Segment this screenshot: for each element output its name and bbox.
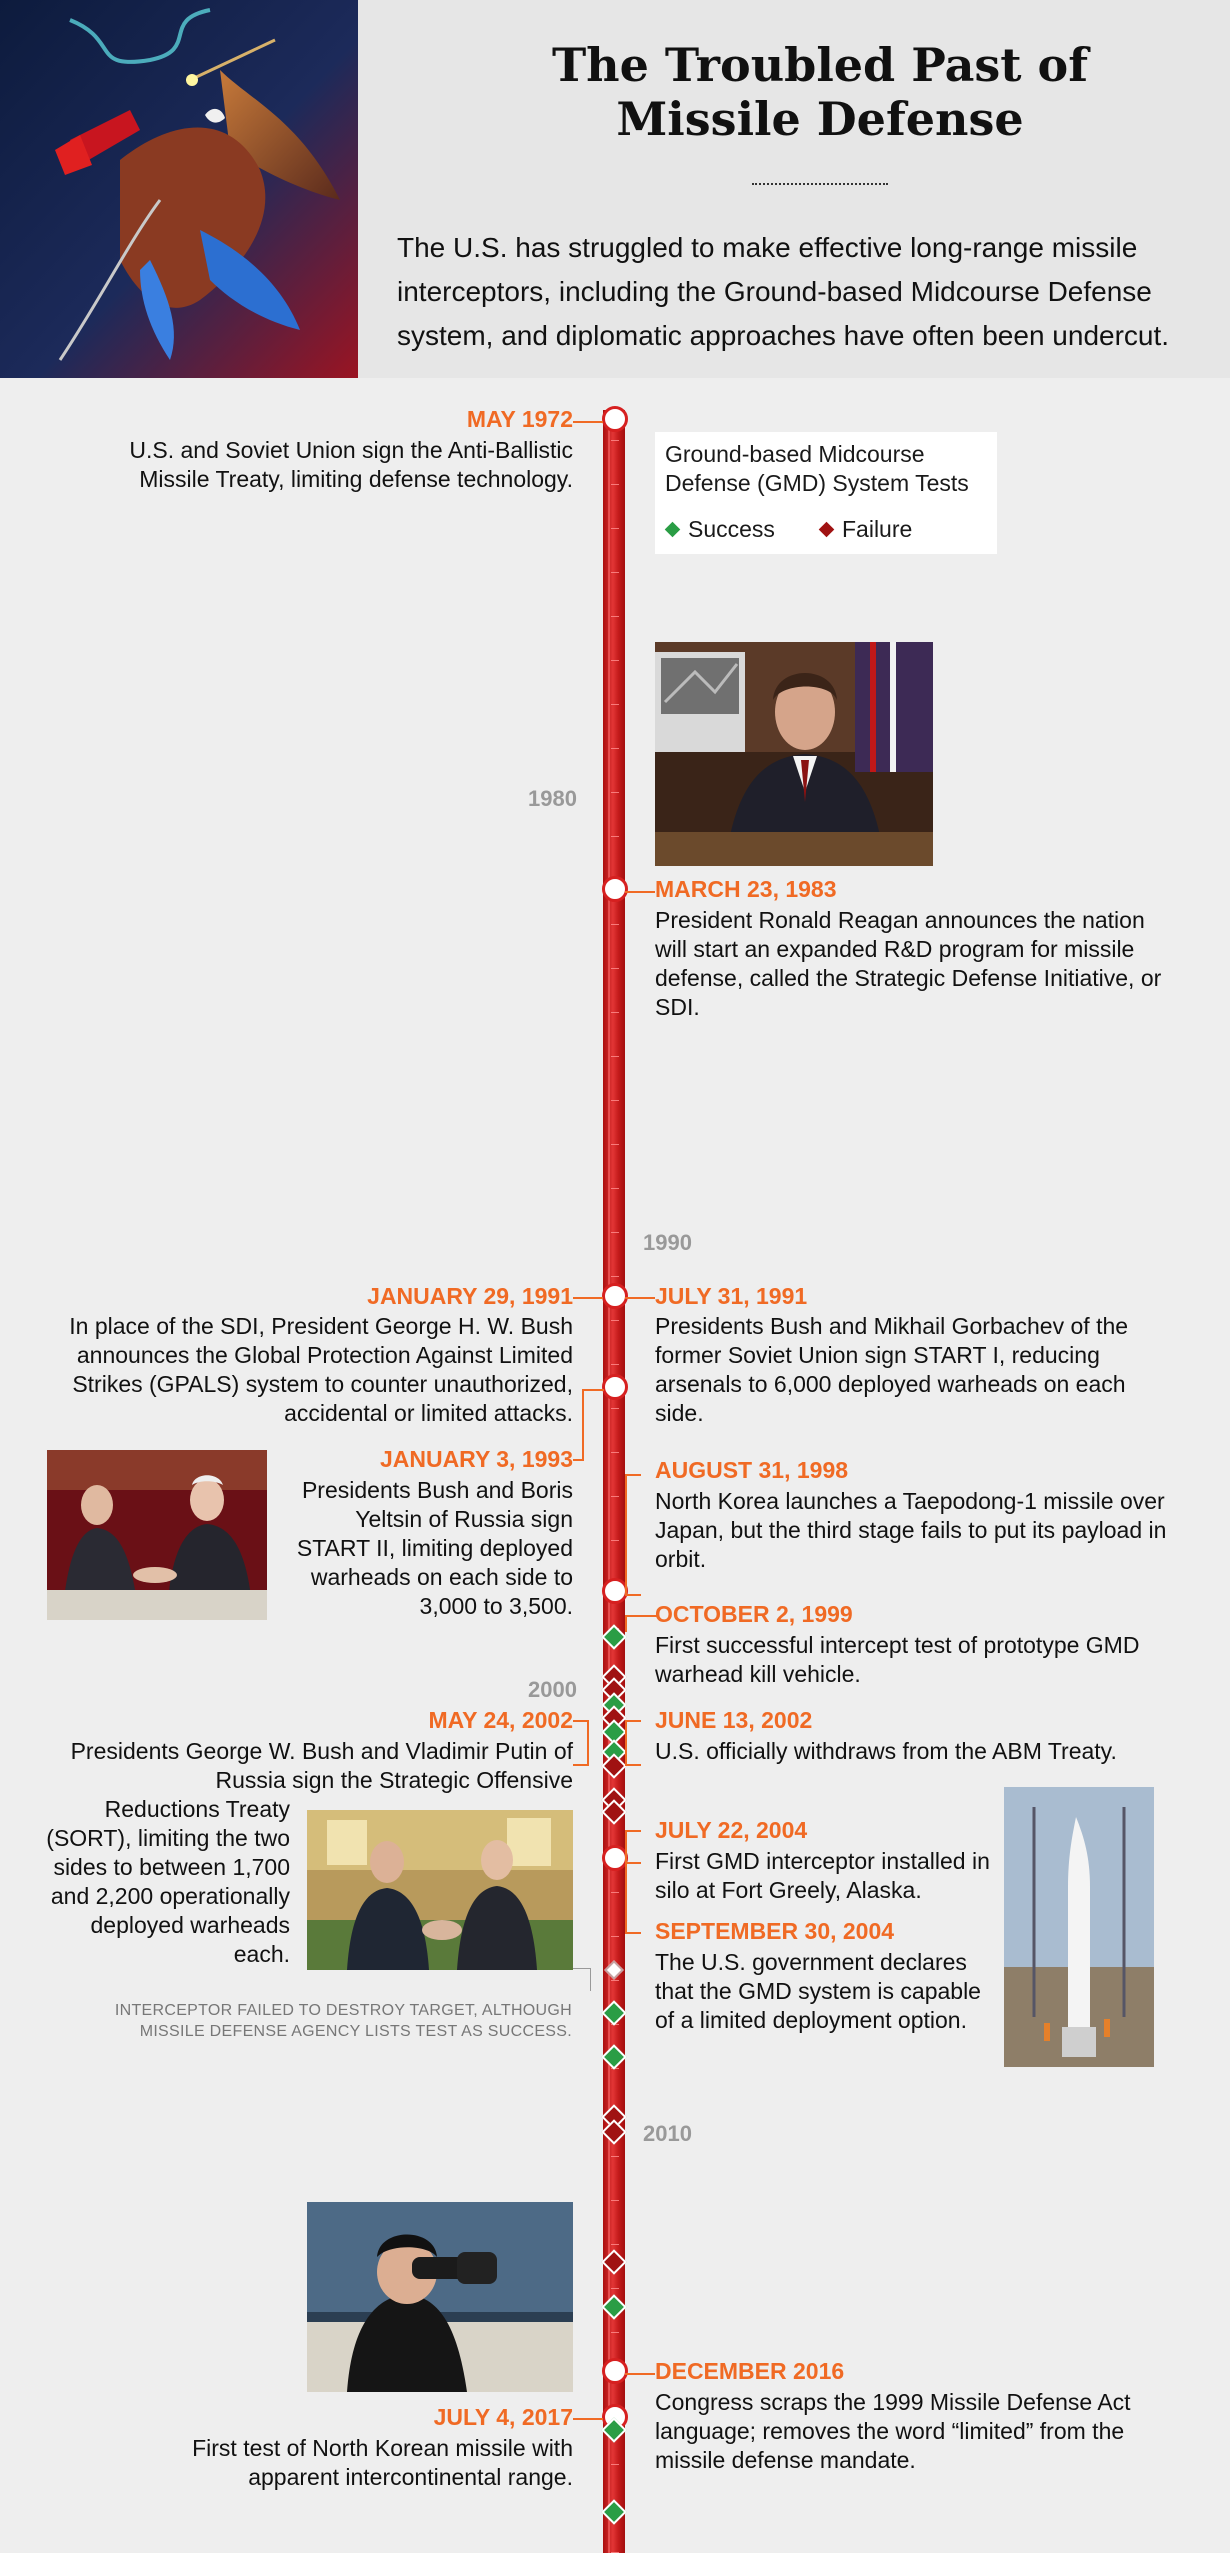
page-title: The Troubled Past of Missile Defense [551,38,1089,146]
connector-1998 [625,1474,641,1596]
title-divider [752,183,888,185]
event-text-1999: First successful intercept test of prototype GMD warhead kill vehicle. [655,1632,1140,1687]
event-node-1983 [602,876,628,902]
connector-2002b [625,1720,641,1766]
photo-kim-binoculars [307,2202,573,2392]
event-node-2016 [602,2358,628,2384]
connector-1999 [625,1615,657,1632]
connector-2002a [573,1720,589,1766]
spine-tick [611,1540,619,1541]
event-date-1998: AUGUST 31, 1998 [655,1457,849,1483]
event-date-2002b: JUNE 13, 2002 [655,1707,813,1733]
event-date-2004b: SEPTEMBER 30, 2004 [655,1918,895,1944]
event-text-2002a: Presidents George W. Bush and Vladimir Putin of Russia sign the Strategic Offensive [70,1738,573,1793]
spine-tick [611,1276,619,1277]
intro-text: The U.S. has struggled to make effective long-range missile interceptors, including the Ground-based Midcourse Defense system, and diplomatic approaches have often been undercut. [397,232,1170,351]
event-date-1983: MARCH 23, 1983 [655,876,837,902]
hero-illustration [0,0,358,378]
event-text-2004a: First GMD interceptor installed in silo at Fort Greely, Alaska. [655,1848,990,1903]
spine-tick [611,1320,619,1321]
header [0,0,1230,378]
failure-diamond-icon [819,522,835,538]
event-date-1991b: JULY 31, 1991 [655,1283,808,1309]
spine-tick [611,1936,619,1937]
spine-tick [611,1232,619,1233]
event-date-2004a: JULY 22, 2004 [655,1817,808,1843]
spine-tick [611,484,619,485]
event-date-1993: JANUARY 3, 1993 [379,1446,573,1472]
connector-1991b [625,1297,655,1299]
spine-tick [611,1364,619,1365]
spine-tick [611,1892,619,1893]
connector-2017 [573,2418,603,2420]
event-date-2016: DECEMBER 2016 [655,2358,845,2384]
event-text-1993: Presidents Bush and Boris Yeltsin of Russia sign START II, limiting deployed warheads on each side to 3,000 to 3,500. [296,1477,573,1619]
event-node-1993 [602,1374,628,1400]
year-label-2000: 2000 [528,1677,577,1702]
spine-tick [611,440,619,441]
connector-note [570,1968,591,1991]
test-footnote: INTERCEPTOR FAILED TO DESTROY TARGET, ALTHOUGH MISSILE DEFENSE AGENCY LISTS TEST AS SUCCESS. [114,2002,572,2040]
spine-tick [611,2200,619,2201]
spine-tick [611,836,619,837]
event-date-2017: JULY 4, 2017 [433,2404,573,2430]
photo-bush-putin [307,1810,573,1970]
spine-tick [611,2464,619,2465]
spine-tick [611,1144,619,1145]
timeline-spine [603,410,625,2553]
spine-tick [611,748,619,749]
year-label-2010: 2010 [643,2121,692,2146]
spine-tick [611,2332,619,2333]
spine-tick [611,2156,619,2157]
spine-tick [611,2244,619,2245]
photo-bush-yeltsin [47,1450,267,1620]
event-date-2002a: MAY 24, 2002 [428,1707,573,1733]
connector-2016 [625,2373,655,2375]
spine-tick [611,1100,619,1101]
spine-tick [611,1056,619,1057]
connector-2004a [625,1830,641,1864]
photo-interceptor-silo [1004,1787,1154,2067]
event-date-1999: OCTOBER 2, 1999 [655,1601,853,1627]
event-text-2017: First test of North Korean missile with apparent intercontinental range. [192,2435,573,2490]
spine-tick [611,1408,619,1409]
legend-failure [821,516,912,543]
year-label-1990: 1990 [643,1230,692,1255]
spine-tick [611,968,619,969]
event-date-1991a: JANUARY 29, 1991 [367,1283,573,1309]
spine-tick [611,1012,619,1013]
connector-1983 [625,891,655,893]
spine-tick [611,1496,619,1497]
event-node-1972 [602,406,628,432]
spine-tick [611,792,619,793]
spine-tick [611,1980,619,1981]
event-text-1991a: In place of the SDI, President George H. W. Bush announces the Global Protection Against Limited Strikes (GPALS) system to counter unauthorized, accidental or limited attacks. [69,1313,573,1426]
event-text-1972: U.S. and Soviet Union sign the Anti-Ballistic Missile Treaty, limiting defense technology. [129,437,573,492]
year-label-1980: 1980 [528,786,577,811]
connector-1991a [573,1297,603,1299]
event-text-2004b: The U.S. government declares that the GMD system is capable of a limited deployment option. [655,1949,981,2033]
connector-2004b [625,1860,641,1934]
event-text-1998: North Korea launches a Taepodong-1 missile over Japan, but the third stage fails to put its payload in orbit. [655,1488,1167,1572]
legend-title: Ground-based Midcourse Defense (GMD) System Tests [665,441,969,496]
spine-tick [611,704,619,705]
spine-tick [611,2288,619,2289]
legend-success [667,516,775,543]
spine-tick [611,1188,619,1189]
spine-tick [611,572,619,573]
event-text-1991b: Presidents Bush and Mikhail Gorbachev of the former Soviet Union sign START I, reducing arsenals to 6,000 deployed warheads on each side. [655,1313,1129,1426]
connector-1993-tail [573,1459,583,1461]
connector-1972 [573,421,603,423]
event-text-2016: Congress scraps the 1999 Missile Defense Act language; removes the word “limited” from the missile defense mandate. [655,2389,1131,2473]
event-node-1991 [602,1283,628,1309]
spine-tick [611,616,619,617]
legend-failure-label: Failure [842,516,913,542]
spine-tick [611,924,619,925]
spine-tick [611,528,619,529]
event-text-2002b: U.S. officially withdraws from the ABM Treaty. [655,1738,1117,1764]
legend-success-label: Success [688,516,775,542]
success-diamond-icon [665,522,681,538]
event-date-1972: MAY 1972 [466,406,573,432]
event-text-1983: President Ronald Reagan announces the nation will start an expanded R&D program for missile defense, called the Strategic Defense Initiative, or SDI. [655,907,1162,1020]
connector-1993 [582,1389,604,1461]
spine-tick [611,1452,619,1453]
event-text-2002a-cont: Reductions Treaty (SORT), limiting the two sides to between 1,700 and 2,200 operationally deployed warheads each. [46,1796,290,1967]
spine-tick [611,660,619,661]
legend [655,432,997,554]
photo-reagan [655,642,933,866]
